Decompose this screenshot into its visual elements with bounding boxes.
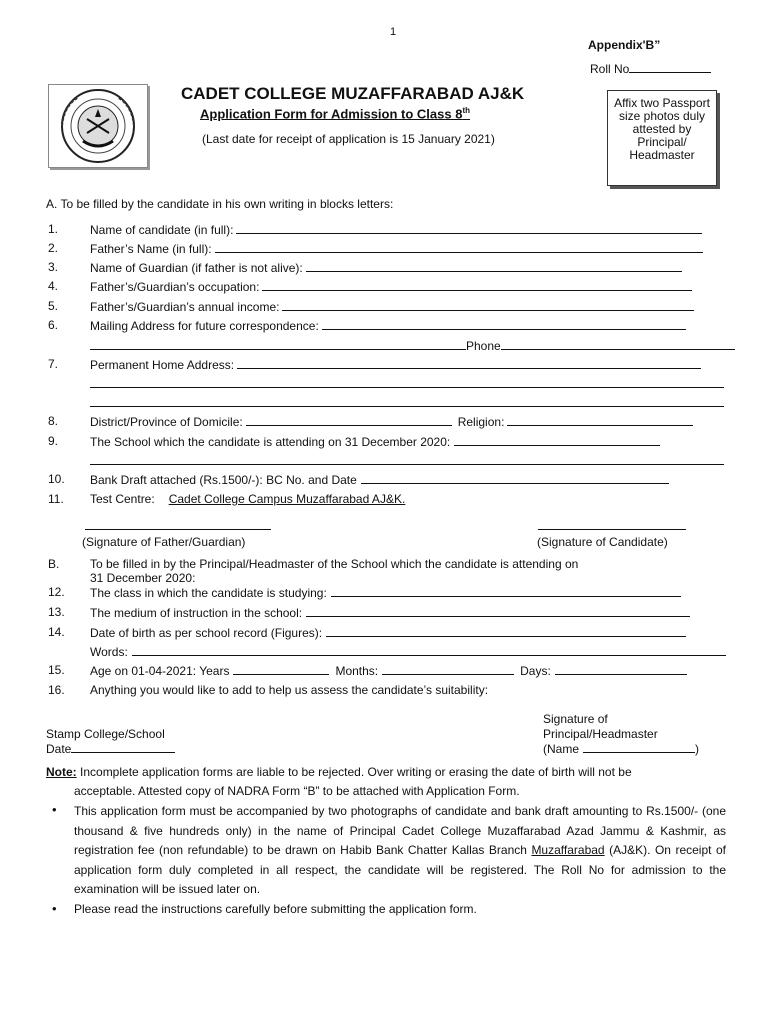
item-number: 1. (48, 222, 59, 236)
suitability-label: Anything you would like to add to help us assess the candidate’s suitability: (90, 683, 489, 697)
candidate-name-label: Name of candidate (in full): (90, 223, 234, 237)
item-number: 14. (48, 625, 65, 639)
age-row (90, 663, 687, 678)
home-address-line-2 (90, 376, 724, 391)
note-line-1 (46, 765, 632, 779)
occupation-label: Father’s/Guardian’s occupation: (90, 280, 260, 294)
occupation-field[interactable] (262, 279, 692, 291)
mailing-address-row (90, 318, 686, 333)
dob-words-row (90, 644, 726, 659)
medium-field[interactable] (306, 605, 690, 617)
class-field[interactable] (331, 585, 681, 597)
age-days-label: Days: (520, 664, 551, 678)
roll-no-field[interactable] (629, 61, 711, 73)
stamp-date-label: Date (46, 742, 72, 756)
principal-signature-label-2: Principal/Headmaster (543, 727, 658, 741)
home-address-field-3[interactable] (90, 395, 724, 407)
school-row (90, 434, 660, 449)
mailing-address-label: Mailing Address for future correspondence: (90, 319, 319, 333)
bank-draft-row (90, 472, 669, 487)
religion-field[interactable] (507, 414, 693, 426)
page-number: 1 (390, 26, 397, 38)
item-number: 8. (48, 414, 59, 428)
class-label: The class in which the candidate is studying: (90, 586, 327, 600)
guardian-name-row (90, 260, 682, 275)
note-text: Incomplete application forms are liable to be rejected. Over writing or erasing the date of birth will not be (76, 765, 632, 779)
mailing-address-field[interactable] (322, 318, 686, 330)
note-text-2: acceptable. Attested copy of NADRA Form “B” to be attached with Application Form. (74, 784, 520, 798)
principal-name-close: ) (695, 742, 700, 756)
candidate-name-row (90, 222, 702, 237)
section-b-number: B. (48, 557, 60, 571)
item-number: 16. (48, 683, 65, 697)
test-centre-value: Cadet College Campus Muzaffarabad AJ&K. (168, 492, 406, 506)
bullet-2-glyph: • (52, 901, 57, 916)
form-title (200, 106, 470, 121)
test-centre-label: Test Centre: (90, 492, 155, 506)
appendix-label: Appendix'B” (588, 38, 661, 52)
father-name-label: Father’s Name (in full): (90, 242, 212, 256)
school-field-2[interactable] (90, 453, 724, 465)
item-number: 4. (48, 279, 59, 293)
item-number: 7. (48, 357, 59, 371)
medium-row (90, 605, 690, 620)
bullet-1-underlined: Muzaffarabad (531, 843, 605, 857)
item-number: 12. (48, 585, 65, 599)
item-number: 10. (48, 472, 65, 486)
medium-label: The medium of instruction in the school: (90, 606, 303, 620)
form-title-superscript: th (462, 106, 470, 115)
last-date-note: (Last date for receipt of application is 15 January 2021) (202, 132, 495, 146)
age-years-label: Age on 01-04-2021: Years (90, 664, 230, 678)
roll-no (590, 61, 711, 76)
candidate-signature-line[interactable] (538, 517, 686, 535)
section-b-heading: To be filled in by the Principal/Headmaster of the School which the candidate is attending on (90, 557, 579, 571)
photo-box: Affix two Passport size photos duly attested by Principal/ Headmaster (607, 90, 717, 186)
domicile-row (90, 414, 693, 429)
bullet-1-part-b: (AJ&K). On receipt of application form duly completed in all respect, the candidate will be registered. The Roll No for admission to the examination will be issued later on. (74, 843, 726, 896)
income-field[interactable] (282, 299, 694, 311)
principal-signature-label-1: Signature of (543, 712, 608, 726)
father-signature-label: (Signature of Father/Guardian) (82, 535, 246, 549)
item-number: 13. (48, 605, 65, 619)
domicile-field[interactable] (246, 414, 452, 426)
domicile-label: District/Province of Domicile: (90, 415, 243, 429)
section-b-heading-2: 31 December 2020: (90, 571, 196, 585)
bullet-2-text: Please read the instructions carefully before submitting the application form. (74, 902, 477, 916)
bank-draft-label: Bank Draft attached (Rs.1500/-): BC No. and Date (90, 473, 357, 487)
candidate-name-field[interactable] (236, 222, 702, 234)
section-a-heading: A. To be filled by the candidate in his own writing in blocks letters: (46, 197, 394, 211)
principal-name-open: (Name (543, 742, 580, 756)
college-name: CADET COLLEGE MUZAFFARABAD AJ&K (181, 84, 525, 103)
phone-label: Phone (466, 339, 501, 353)
religion-label: Religion: (457, 415, 505, 429)
test-centre-row (90, 492, 405, 506)
home-address-label: Permanent Home Address: (90, 358, 235, 372)
school-field[interactable] (454, 434, 660, 446)
income-label: Father’s/Guardian’s annual income: (90, 300, 280, 314)
item-number: 3. (48, 260, 59, 274)
phone-field[interactable] (501, 338, 735, 350)
age-days-field[interactable] (555, 663, 687, 675)
item-number: 6. (48, 318, 59, 332)
home-address-field-2[interactable] (90, 376, 724, 388)
home-address-row (90, 357, 701, 372)
school-label: The School which the candidate is attending on 31 December 2020: (90, 435, 451, 449)
item-number: 5. (48, 299, 59, 313)
stamp-label: Stamp College/School (46, 727, 165, 741)
class-row (90, 585, 681, 600)
candidate-signature-label: (Signature of Candidate) (537, 535, 668, 549)
dob-row (90, 625, 686, 640)
home-address-field[interactable] (237, 357, 701, 369)
bank-draft-field[interactable] (361, 472, 669, 484)
guardian-name-label: Name of Guardian (if father is not alive): (90, 261, 303, 275)
mailing-address-field-2[interactable] (90, 338, 466, 350)
item-number: 15. (48, 663, 65, 677)
bullet-1-glyph: • (52, 802, 57, 817)
college-crest-icon (48, 84, 148, 168)
principal-name-row (543, 741, 699, 756)
dob-words-field[interactable] (132, 644, 726, 656)
home-address-line-3 (90, 395, 724, 410)
income-row (90, 299, 694, 314)
dob-words-label: Words: (90, 645, 128, 659)
father-name-row (90, 241, 703, 256)
father-signature-line[interactable] (85, 517, 271, 535)
note-label: Note: (46, 765, 77, 779)
form-title-text: Application Form for Admission to Class 8 (200, 106, 463, 122)
dob-field[interactable] (326, 625, 686, 637)
age-months-field[interactable] (382, 663, 514, 675)
stamp-date-field[interactable] (71, 741, 175, 753)
father-name-field[interactable] (215, 241, 703, 253)
phone-row (90, 338, 735, 353)
age-years-field[interactable] (233, 663, 329, 675)
item-number: 9. (48, 434, 59, 448)
dob-label: Date of birth as per school record (Figures): (90, 626, 323, 640)
school-line-2 (90, 453, 724, 468)
guardian-name-field[interactable] (306, 260, 682, 272)
principal-name-field[interactable] (583, 741, 695, 753)
bullet-1-text (74, 802, 726, 900)
bullet-1-part-a: This application form must be accompanied by two photographs of candidate and bank draft amounting to Rs.1500/- (one thousand & five hundreds only) in the name of Principal Cadet College Muzaffarabad Azad Jammu & Kashmir, as registration fee (non refundable) to be drawn on Habib Bank Chatter Kallas Branch (74, 804, 726, 857)
stamp-date-row (46, 741, 175, 756)
roll-no-label: Roll No (590, 62, 630, 76)
occupation-row (90, 279, 692, 294)
age-months-label: Months: (335, 664, 379, 678)
item-number: 11. (48, 492, 64, 506)
item-number: 2. (48, 241, 59, 255)
